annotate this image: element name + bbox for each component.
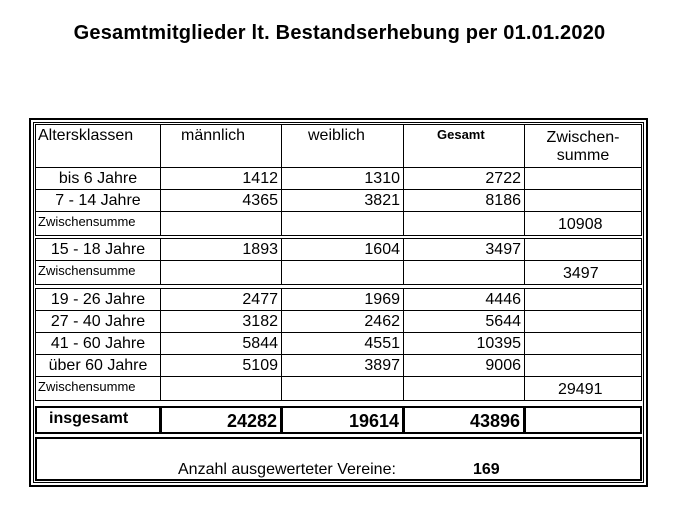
table-cell-female [281,288,404,311]
male-value: 5844 [242,335,278,352]
table-cell-empty [403,260,525,285]
table-cell-subtotal [524,332,642,355]
table-cell-subtotal [524,310,642,333]
table-cell-female [281,310,404,333]
header-subtotal-label-2: summe [556,147,610,164]
subtotal-label-cell [35,376,161,401]
female-value: 2462 [364,313,400,330]
total-value: 9006 [485,357,521,374]
table-cell-female [281,332,404,355]
row-label: bis 6 Jahre [58,170,138,187]
totals-female-cell [281,406,404,434]
male-value: 1893 [242,241,278,258]
subtotal-value-cell [524,376,642,401]
table-row-label [35,288,161,311]
row-label: 15 - 18 Jahre [50,241,146,258]
subtotal-label: Zwischensumme [38,214,136,229]
subtotal-label-cell [35,260,161,285]
table-row-label [35,354,161,377]
table-cell-empty [160,376,282,401]
table-cell-male [160,288,282,311]
header-total-label: Gesamt [437,127,485,142]
total-value: 10395 [476,335,521,352]
total-value: 5644 [485,313,521,330]
table-cell-empty [403,211,525,236]
totals-empty-cell [524,406,642,434]
table-cell-subtotal [524,354,642,377]
table-row-label [35,189,161,212]
table-cell-total [403,238,525,261]
subtotal-value: 3497 [563,265,599,282]
subtotal-value: 29491 [558,381,603,398]
table-row-label [35,332,161,355]
table-cell-female [281,167,404,190]
subtotal-label: Zwischensumme [38,263,136,278]
male-value: 2477 [242,291,278,308]
table-cell-empty [281,260,404,285]
table-cell-total [403,310,525,333]
footer-box [35,437,642,481]
male-value: 3182 [242,313,278,330]
header-total [403,124,525,168]
row-label: über 60 Jahre [48,357,148,374]
header-female [281,124,404,168]
header-age [35,124,161,168]
table-row-label [35,310,161,333]
table-cell-total [403,167,525,190]
table-cell-male [160,354,282,377]
totals-total-cell [403,406,525,434]
header-subtotal [524,124,642,168]
table-cell-female [281,238,404,261]
table-cell-male [160,167,282,190]
female-value: 1604 [364,241,400,258]
header-male [160,124,282,168]
header-female-label: weiblich [308,127,365,144]
totals-label: insgesamt [49,410,129,427]
table-cell-empty [160,211,282,236]
table-cell-subtotal [524,288,642,311]
male-value: 1412 [242,170,278,187]
table-cell-total [403,354,525,377]
female-value: 3821 [364,192,400,209]
footer-value: 169 [473,461,500,478]
table-row-label [35,238,161,261]
header-male-label: männlich [181,127,246,144]
total-value: 4446 [485,291,521,308]
female-value: 4551 [364,335,400,352]
header-subtotal-label-1: Zwischen- [546,129,620,146]
table-cell-male [160,189,282,212]
totals-total: 43896 [469,411,520,431]
table-cell-female [281,354,404,377]
table-cell-empty [281,211,404,236]
row-label: 41 - 60 Jahre [50,335,146,352]
header-age-label: Altersklassen [38,127,134,144]
male-value: 5109 [242,357,278,374]
totals-male: 24282 [226,411,277,431]
totals-label-cell [35,406,161,434]
total-value: 3497 [485,241,521,258]
table-cell-total [403,288,525,311]
table-cell-subtotal [524,167,642,190]
totals-female: 19614 [348,411,399,431]
subtotal-label: Zwischensumme [38,379,136,394]
table-cell-male [160,332,282,355]
page-title: Gesamtmitglieder lt. Bestandserhebung per 01.01.2020 [73,22,606,44]
table-cell-male [160,310,282,333]
table-cell-male [160,238,282,261]
female-value: 1969 [364,291,400,308]
row-label: 7 - 14 Jahre [55,192,141,209]
male-value: 4365 [242,192,278,209]
table-cell-total [403,332,525,355]
female-value: 3897 [364,357,400,374]
subtotal-value-cell [524,260,642,285]
table-row-label [35,167,161,190]
row-label: 27 - 40 Jahre [50,313,146,330]
table-cell-female [281,189,404,212]
female-value: 1310 [364,170,400,187]
total-value: 8186 [485,192,521,209]
total-value: 2722 [485,170,521,187]
totals-male-cell [160,406,282,434]
table-cell-total [403,189,525,212]
table-cell-subtotal [524,189,642,212]
row-label: 19 - 26 Jahre [50,291,146,308]
footer-label: Anzahl ausgewerteter Vereine: [178,461,396,478]
table-cell-subtotal [524,238,642,261]
table-cell-empty [281,376,404,401]
subtotal-value: 10908 [558,216,603,233]
table-cell-empty [160,260,282,285]
table-cell-empty [403,376,525,401]
subtotal-value-cell [524,211,642,236]
subtotal-label-cell [35,211,161,236]
